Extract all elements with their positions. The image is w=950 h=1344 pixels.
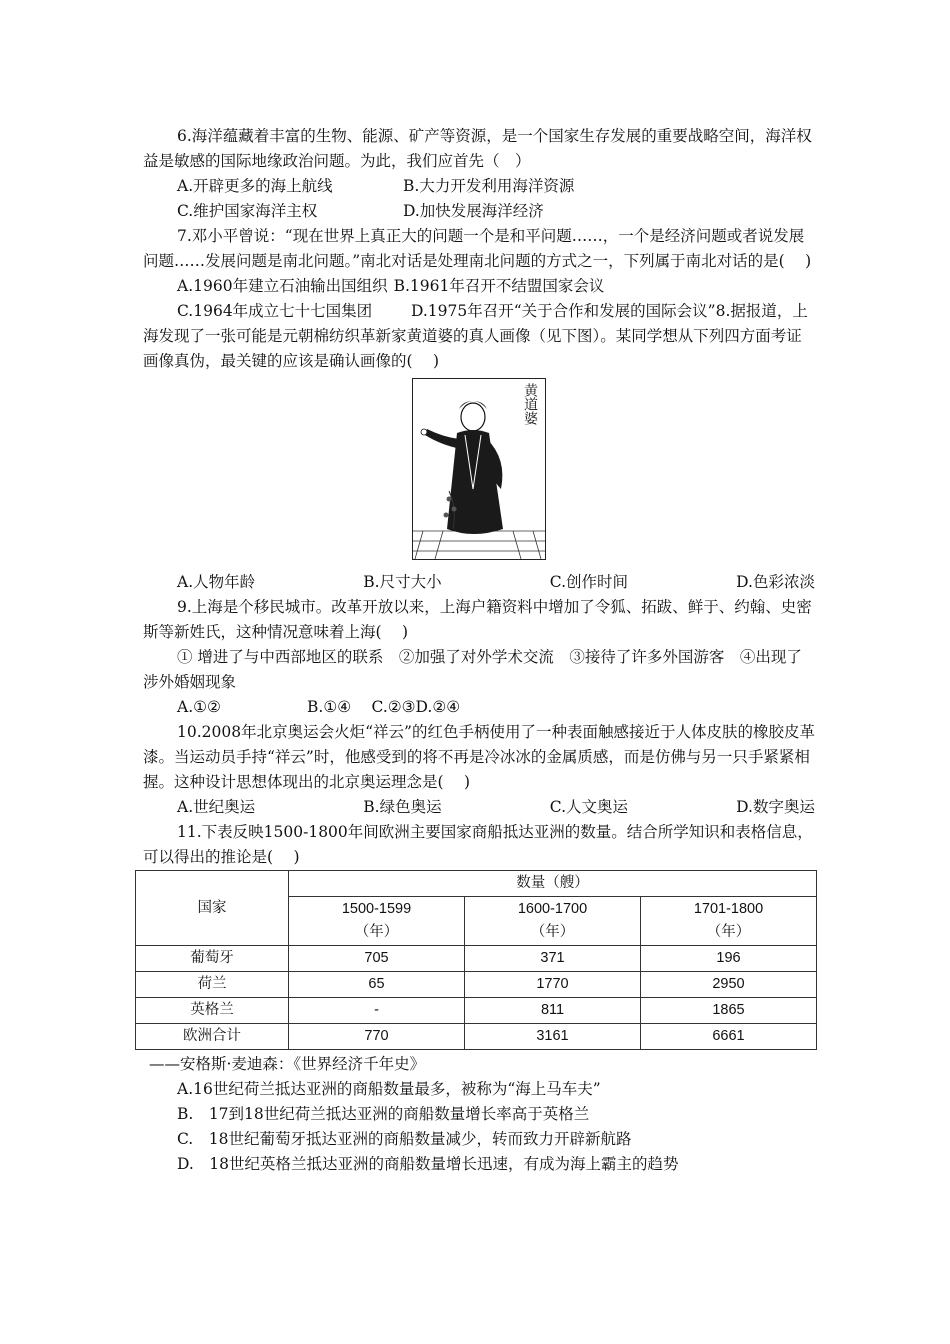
q9-option-a: A.①② <box>177 698 221 716</box>
q11-option-b: B. 17到18世纪荷兰抵达亚洲的商船数量增长率高于英格兰 <box>177 1105 590 1123</box>
q8-option-c: C.创作时间 <box>549 573 629 591</box>
q11-stem: 11.下表反映1500-1800年间欧洲主要国家商船抵达亚洲的数量。结合所学知识和表格信息，可以得出的推论是( ) <box>143 823 813 866</box>
table-row: 英格兰 - 811 1865 <box>136 998 817 1024</box>
q10-option-a: A.世纪奥运 <box>177 798 256 816</box>
q7-d-q8-text: D.1975年召开“关于合作和发展的国际会议”8.据报道，上海发现了一张可能是元朝棉纺织革新家黄道婆的真人画像（见下图）。某同学想从下列四方面考证画像真伪，最关键的应该是确认画像的( ) <box>143 302 808 370</box>
table-row: 荷兰 65 1770 2950 <box>136 972 817 998</box>
table-header-count: 数量（艘） <box>289 871 817 897</box>
q7-option-c: C.1964年成立七十七国集团 <box>177 302 373 320</box>
q9-items: ① 增进了与中西部地区的联系 ②加强了对外学术交流 ③接待了许多外国游客 ④出现了涉外婚姻现象 <box>143 648 802 691</box>
table-period-2: 1600-1700 （年） <box>465 897 641 946</box>
table-period-1: 1500-1599 （年） <box>289 897 465 946</box>
q8-option-b: B.尺寸大小 <box>363 573 442 591</box>
q7-option-b: B.1961年召开不结盟国家会议 <box>393 277 605 295</box>
q7-options-row1 <box>143 274 815 299</box>
q10-stem: 10.2008年北京奥运会火炬“祥云”的红色手柄使用了一种表面触感接近于人体皮肤的橡胶皮革漆。当运动员手持“祥云”时，他感受到的将不再是冷冰冰的金属质感，而是仿佛与另一只手紧紧相握。这种设计思想体现出的北京奥运理念是( ) <box>143 723 815 791</box>
q10-option-d: D.数字奥运 <box>736 798 815 816</box>
table-row: 葡萄牙 705 371 196 <box>136 946 817 972</box>
q6-option-a: A.开辟更多的海上航线 <box>177 177 333 195</box>
portrait-figure-wrap <box>143 378 815 560</box>
q7-stem: 7.邓小平曾说：“现在世界上真正大的问题一个是和平问题……，一个是经济问题或者说发展问题……发展问题是南北问题。”南北对话是处理南北问题的方式之一，下列属于南北对话的是( ) <box>143 227 812 270</box>
q10-options <box>143 795 815 820</box>
portrait-figure <box>412 378 546 560</box>
ship-count-table <box>135 870 817 1050</box>
q9-stem: 9.上海是个移民城市。改革开放以来，上海户籍资料中增加了令狐、拓跋、鲜于、约翰、史密斯等新姓氏，这种情况意味着上海( ) <box>143 598 812 641</box>
figure-title: 黄道婆 <box>522 383 538 425</box>
table-header-country: 国家 <box>136 871 289 946</box>
q6-option-b: B.大力开发利用海洋资源 <box>403 177 575 195</box>
q6-options-row2 <box>143 199 815 224</box>
q9-options <box>143 695 815 720</box>
question-content <box>143 124 815 1177</box>
q7-option-d-and-q8-stem <box>143 299 815 374</box>
table-period-3: 1701-1800 （年） <box>641 897 817 946</box>
q8-option-a: A.人物年龄 <box>177 573 256 591</box>
q8-option-d: D.色彩浓淡 <box>736 573 815 591</box>
q9-option-bcd: B.①④ C.②③D.②④ <box>307 698 461 716</box>
q11-option-a: A.16世纪荷兰抵达亚洲的商船数量最多，被称为“海上马车夫” <box>177 1080 601 1098</box>
table-source: ——安格斯·麦迪森：《世界经济千年史》 <box>149 1055 426 1073</box>
q10-option-b: B.绿色奥运 <box>363 798 442 816</box>
q11-option-d: D. 18世纪英格兰抵达亚洲的商船数量增长迅速，有成为海上霸主的趋势 <box>177 1155 679 1173</box>
q7-option-a: A.1960年建立石油输出国组织 <box>177 277 388 295</box>
q11-option-c: C. 18世纪葡萄牙抵达亚洲的商船数量减少，转而致力开辟新航路 <box>177 1130 632 1148</box>
q6-stem: 6.海洋蕴藏着丰富的生物、能源、矿产等资源，是一个国家生存发展的重要战略空间，海洋权益是敏感的国际地缘政治问题。为此，我们应首先（ ） <box>143 127 812 170</box>
table-row: 欧洲合计 770 3161 6661 <box>136 1024 817 1050</box>
q8-options <box>143 570 815 595</box>
q6-option-d: D.加快发展海洋经济 <box>403 202 544 220</box>
q10-option-c: C.人文奥运 <box>549 798 629 816</box>
q6-option-c: C.维护国家海洋主权 <box>177 202 318 220</box>
q6-options-row1 <box>143 174 815 199</box>
